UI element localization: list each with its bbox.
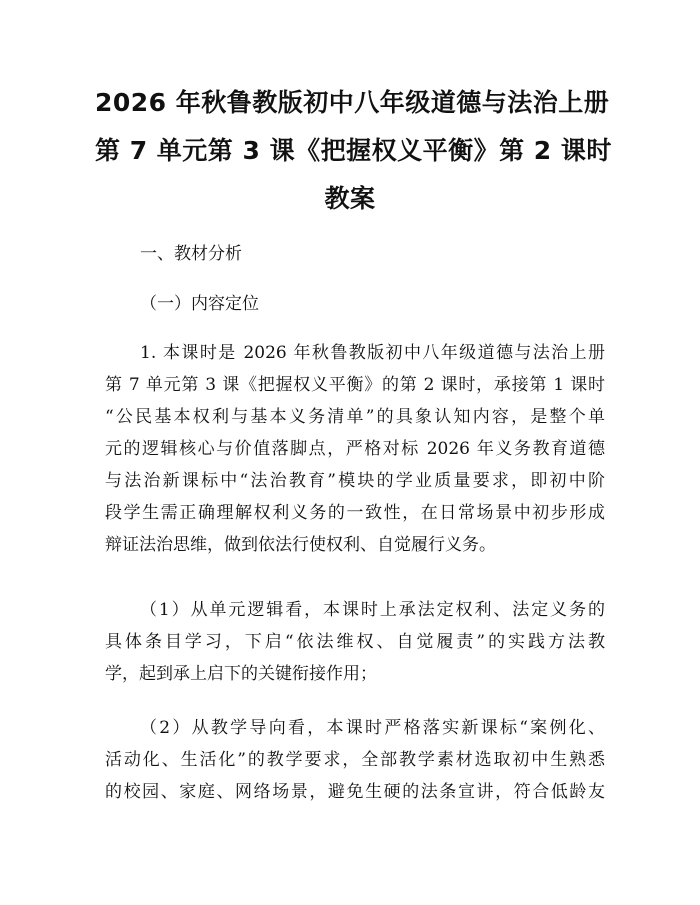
paragraph-1-line: 段学生需正确理解权利义务的一致性，在日常场景中初步形成 bbox=[105, 503, 605, 523]
paragraph-1-line: 元的逻辑核心与价值落脚点，严格对标 2026 年义务教育道德 bbox=[105, 439, 605, 459]
subsection-heading: （一）内容定位 bbox=[140, 294, 259, 314]
paragraph-1-line: 1. 本课时是 2026 年秋鲁教版初中八年级道德与法治上册 bbox=[140, 343, 605, 363]
document-title-line-3: 教案 bbox=[324, 184, 376, 213]
paragraph-2-line: 具体条目学习，下启“依法维权、自觉履责”的实践方法教 bbox=[105, 632, 605, 652]
section-heading: 一、教材分析 bbox=[140, 244, 242, 264]
paragraph-1-line: 第 7 单元第 3 课《把握权义平衡》的第 2 课时，承接第 1 课时 bbox=[105, 375, 605, 395]
paragraph-2-line: （1）从单元逻辑看，本课时上承法定权利、法定义务的 bbox=[140, 600, 605, 620]
paragraph-1-line: 与法治新课标中“法治教育”模块的学业质量要求，即初中阶 bbox=[105, 471, 605, 491]
paragraph-3-line: 活动化、生活化”的教学要求，全部教学素材选取初中生熟悉 bbox=[105, 750, 605, 770]
paragraph-1-line: “公民基本权利与基本义务清单”的具象认知内容，是整个单 bbox=[105, 407, 605, 427]
document-title-line-1: 2026 年秋鲁教版初中八年级道德与法治上册 bbox=[95, 88, 610, 117]
paragraph-3-line: （2）从教学导向看，本课时严格落实新课标“案例化、 bbox=[140, 718, 605, 738]
paragraph-3-line: 的校园、家庭、网络场景，避免生硬的法条宣讲，符合低龄友 bbox=[105, 782, 605, 802]
paragraph-2-line: 学，起到承上启下的关键衔接作用； bbox=[105, 664, 377, 684]
paragraph-1-line: 辩证法治思维，做到依法行使权利、自觉履行义务。 bbox=[105, 535, 496, 555]
document-title-line-2: 第 7 单元第 3 课《把握权义平衡》第 2 课时 bbox=[95, 136, 612, 165]
